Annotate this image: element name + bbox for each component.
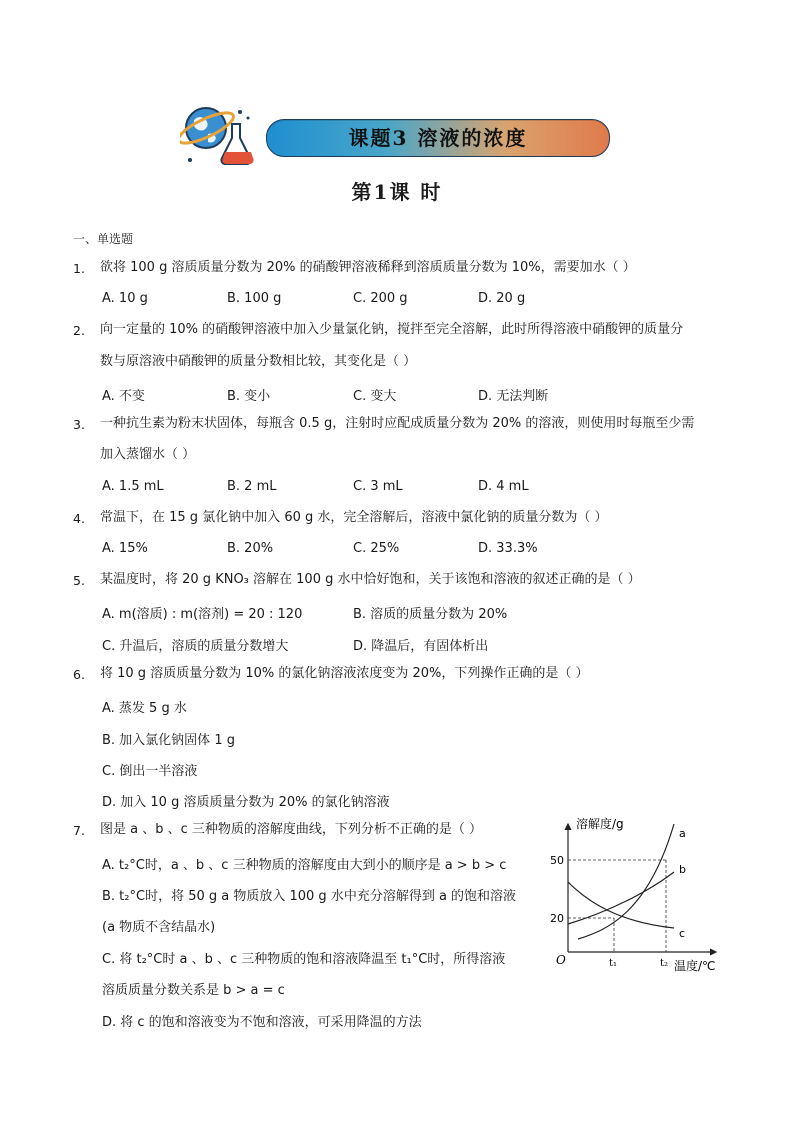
option-a: A. 1.5 mL — [102, 479, 164, 494]
option-d: D. 加入 10 g 溶质质量分数为 20% 的氯化钠溶液 — [102, 795, 390, 810]
question-text: 某温度时，将 20 g KNO₃ 溶解在 100 g 水中恰好饱和，关于该饱和溶液的叙述正确的是（ ） — [100, 572, 641, 587]
question-text: 向一定量的 10% 的硝酸钾溶液中加入少量氯化钠，搅拌至完全溶解，此时所得溶液中硝酸钾的质量分 — [100, 322, 684, 337]
option-b: B. 加入氯化钠固体 1 g — [102, 733, 235, 748]
option-c: C. 200 g — [353, 291, 408, 306]
question-number: 5. — [73, 573, 85, 588]
question-number: 7. — [73, 823, 85, 838]
solubility-chart — [548, 812, 728, 980]
option-c: C. 升温后，溶质的质量分数增大 — [102, 639, 289, 654]
option-c: C. 倒出一半溶液 — [102, 764, 198, 779]
option-a: A. 15% — [102, 541, 148, 556]
option-c: C. 3 mL — [353, 479, 403, 494]
lesson-subtitle: 第1课 时 — [351, 180, 443, 204]
option-b: B. 变小 — [227, 389, 271, 404]
y-axis-label: 溶解度/g — [576, 817, 624, 831]
question-text: 欲将 100 g 溶质质量分数为 20% 的硝酸钾溶液稀释到溶质质量分数为 10%，需要加水（ ） — [100, 260, 636, 275]
question-text: 加入蒸馏水（ ） — [100, 447, 196, 462]
origin-label: O — [556, 953, 566, 967]
option-b: B. 2 mL — [227, 479, 277, 494]
section-heading: 一、单选题 — [73, 232, 134, 246]
option-a: A. 不变 — [102, 389, 145, 404]
option-a: A. 10 g — [102, 291, 148, 306]
question-text: 数与原溶液中硝酸钾的质量分数相比较，其变化是（ ） — [100, 354, 417, 369]
option-b: B. 20% — [227, 541, 274, 556]
option-c-continued: 溶质质量分数关系是 b > a = c — [102, 983, 285, 998]
x-tick-t2: t₂ — [660, 958, 669, 969]
question-number: 4. — [73, 511, 85, 526]
curve-label-c: c — [679, 927, 686, 940]
question-number: 3. — [73, 417, 85, 432]
question-number: 1. — [73, 261, 85, 276]
option-d: D. 无法判断 — [478, 389, 549, 404]
page-title: 课题3 溶液的浓度 — [348, 126, 528, 150]
option-b: B. 100 g — [227, 291, 282, 306]
y-tick-20: 20 — [550, 912, 564, 925]
curve-label-b: b — [679, 863, 686, 876]
question-number: 2. — [73, 323, 85, 338]
question-text: 将 10 g 溶质质量分数为 10% 的氯化钠溶液浓度变为 20%，下列操作正确的是（ ） — [100, 666, 589, 681]
question-text: 常温下，在 15 g 氯化钠中加入 60 g 水，完全溶解后，溶液中氯化钠的质量分数为（ ） — [100, 510, 608, 525]
option-a: A. 蒸发 5 g 水 — [102, 701, 187, 716]
curve-label-a: a — [679, 827, 686, 840]
option-b: B. t₂°C时，将 50 g a 物质放入 100 g 水中充分溶解得到 a 的饱和溶液 — [102, 889, 517, 904]
option-c: C. 变大 — [353, 389, 397, 404]
header-logo-icon — [180, 100, 260, 172]
y-tick-50: 50 — [550, 854, 564, 867]
x-tick-t1: t₁ — [609, 958, 618, 969]
option-b: B. 溶质的质量分数为 20% — [353, 607, 508, 622]
option-d: D. 20 g — [478, 291, 526, 306]
x-axis-label: 温度/℃ — [674, 959, 716, 973]
title-banner — [266, 119, 610, 157]
question-number: 6. — [73, 667, 85, 682]
option-a: A. m(溶质) : m(溶剂) = 20 : 120 — [102, 607, 303, 622]
question-text: 图是 a 、b 、c 三种物质的溶解度曲线，下列分析不正确的是（ ） — [100, 822, 483, 837]
curve-c — [568, 882, 674, 928]
question-text: 一种抗生素为粉末状固体，每瓶含 0.5 g，注射时应配成质量分数为 20% 的溶液，则使用时每瓶至少需 — [100, 416, 695, 431]
option-d: D. 4 mL — [478, 479, 529, 494]
option-c: C. 25% — [353, 541, 400, 556]
option-d: D. 33.3% — [478, 541, 538, 556]
option-b-continued: (a 物质不含结晶水) — [102, 920, 216, 935]
option-d: D. 将 c 的饱和溶液变为不饱和溶液，可采用降温的方法 — [102, 1015, 422, 1030]
option-c: C. 将 t₂°C时 a 、b 、c 三种物质的饱和溶液降温至 t₁°C时，所得溶液 — [102, 952, 506, 967]
option-a: A. t₂°C时，a 、b 、c 三种物质的溶解度由大到小的顺序是 a > b > c — [102, 858, 507, 873]
option-d: D. 降温后，有固体析出 — [353, 639, 489, 654]
